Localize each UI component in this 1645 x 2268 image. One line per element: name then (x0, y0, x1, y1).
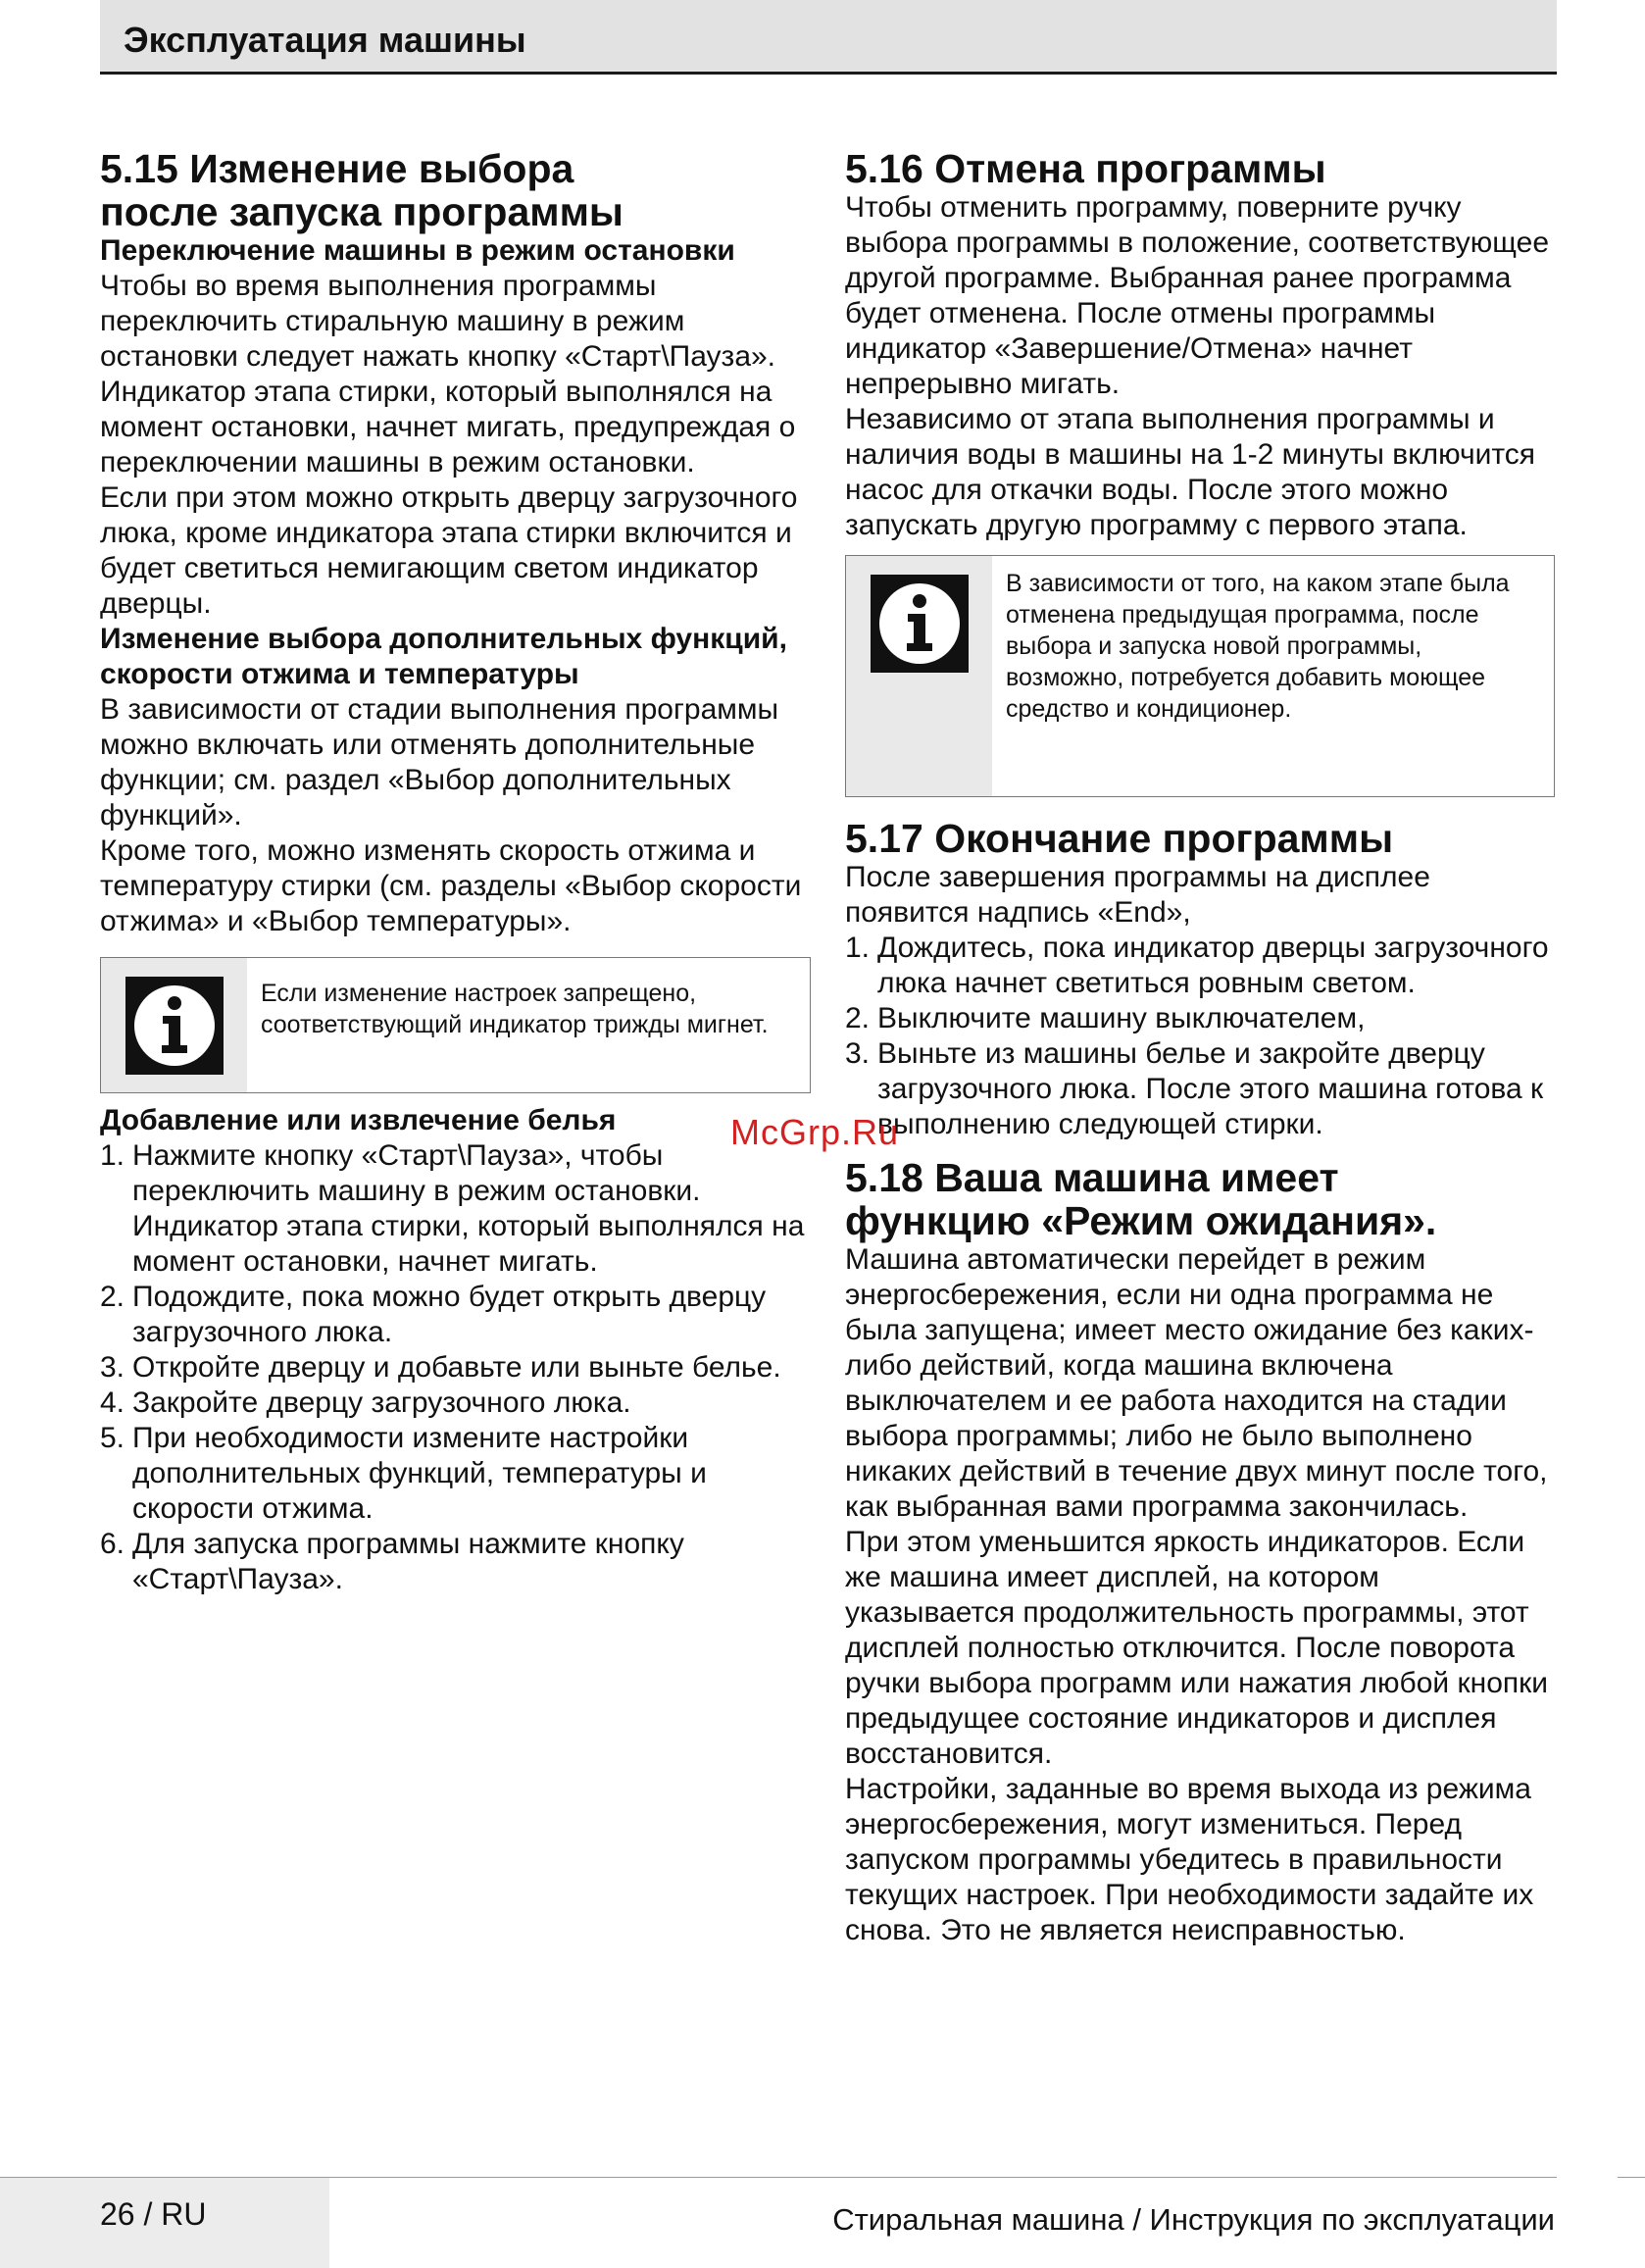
list-item: 1. Нажмите кнопку «Старт\Пауза», чтобы переключить машину в режим остановки. Индикатор этапа стирки, который выполнялся на момент остановки, начнет мигать. (100, 1139, 805, 1278)
change-options-paragraph-1: В зависимости от стадии выполнения программы можно включать или отменять дополнительные функции; см. раздел «Выбор дополнительных функций». (100, 693, 779, 832)
program-end-steps-list (845, 931, 1555, 1142)
info-icon (871, 575, 969, 673)
section-5-18-title: 5.18 Ваша машина имеет функцию «Режим ожидания». (845, 1155, 1437, 1243)
section-5-17-title: 5.17 Окончание программы (845, 816, 1394, 861)
list-item: 3. Откройте дверцу и добавьте или выньте белье. (100, 1351, 781, 1384)
change-options-paragraph-2: Кроме того, можно изменять скорость отжима и температуру стирки (см. разделы «Выбор скорости отжима» и «Выбор температуры». (100, 834, 802, 937)
footer-divider (0, 2177, 1557, 2178)
info-note-right (845, 555, 1555, 797)
section-5-16-paragraph-1: Чтобы отменить программу, поверните ручку выбора программы в положение, соответствующее другой программе. Выбранная ранее программа будет отменена. После отмены программы индикатор «Завершение/Отмена» начнет непрерывно мигать. (845, 191, 1550, 400)
section-5-17-paragraph: После завершения программы на дисплее появится надпись «End», (845, 861, 1430, 929)
section-5-16-title: 5.16 Отмена программы (845, 146, 1326, 191)
list-item: 1. Дождитесь, пока индикатор дверцы загрузочного люка начнет светиться ровным светом. (845, 932, 1549, 999)
right-column (845, 147, 1555, 1948)
info-note-right-text: В зависимости от того, на каком этапе была отменена предыдущая программа, после выбора и запуска новой программы, возможно, потребуется добавить моющее средство и кондиционер. (1006, 570, 1510, 723)
section-5-18-paragraph-2: При этом уменьшится яркость индикаторов. Если же машина имеет дисплей, на котором указывается продолжительность программы, этот дисплей полностью отключится. После поворота ручки выбора программ или нажатия любой кнопки предыдущее состояние индикаторов и дисплея восстановится. (845, 1526, 1549, 1770)
section-5-18-paragraph-3: Настройки, заданные во время выхода из режима энергосбережения, могут измениться. Перед запуском программы убедитесь в правильности текущих настроек. При необходимости задайте их снова. Это не является неисправностью. (845, 1773, 1534, 1946)
header-title: Эксплуатация машины (124, 20, 526, 60)
section-5-16-paragraph-2: Независимо от этапа выполнения программы и наличия воды в машины на 1-2 минуты включится насос для откачки воды. После этого можно запускать другую программу с первого этапа. (845, 403, 1536, 541)
list-item: 2. Подождите, пока можно будет открыть дверцу загрузочного люка. (100, 1281, 767, 1348)
stop-mode-paragraph-2: Если при этом можно открыть дверцу загрузочного люка, кроме индикатора этапа стирки включится и будет светиться немигающим светом индикатор дверцы. (100, 481, 798, 620)
list-item: 6. Для запуска программы нажмите кнопку «Старт\Пауза». (100, 1528, 684, 1595)
info-note-left (100, 957, 811, 1093)
info-note-left-text: Если изменение настроек запрещено, соответствующий индикатор трижды мигнет. (261, 980, 769, 1038)
section-5-18-paragraph-1: Машина автоматически перейдет в режим энергосбережения, если ни одна программа не была запущена; имеет место ожидание без каких-либо действий, когда машина включена выключателем и ее работа находится на стадии выбора программы; либо не было выполнено никаких действий в течение двух минут после того, как выбранная вами программа закончилась. (845, 1243, 1548, 1523)
left-column (100, 147, 811, 1597)
add-remove-laundry-heading: Добавление или извлечение белья (100, 1104, 617, 1136)
list-item: 2. Выключите машину выключателем, (845, 1002, 1366, 1034)
stop-mode-heading: Переключение машины в режим остановки (100, 234, 735, 267)
laundry-steps-list (100, 1138, 811, 1597)
footer-divider-tick (1618, 2177, 1645, 2178)
change-options-heading: Изменение выбора дополнительных функций, скорости отжима и температуры (100, 623, 787, 690)
page-number: 26 / RU (100, 2196, 207, 2232)
page-header (100, 0, 1557, 75)
watermark: McGrp.Ru (730, 1112, 900, 1152)
list-item: 4. Закройте дверцу загрузочного люка. (100, 1386, 631, 1419)
list-item: 3. Выньте из машины белье и закройте дверцу загрузочного люка. После этого машина готова к выполнению следующей стирки. (845, 1037, 1544, 1140)
footer-document-title: Стиральная машина / Инструкция по эксплуатации (832, 2202, 1555, 2237)
section-5-15-title: 5.15 Изменение выбора после запуска программы (100, 146, 623, 234)
info-icon (125, 977, 224, 1075)
stop-mode-paragraph-1: Чтобы во время выполнения программы переключить стиральную машину в режим остановки следует нажать кнопку «Старт\Пауза». Индикатор этапа стирки, который выполнялся на момент остановки, начнет мигать, предупреждая о переключении машины в режим остановки. (100, 270, 796, 479)
list-item: 5. При необходимости измените настройки дополнительных функций, температуры и скорости отжима. (100, 1422, 707, 1525)
